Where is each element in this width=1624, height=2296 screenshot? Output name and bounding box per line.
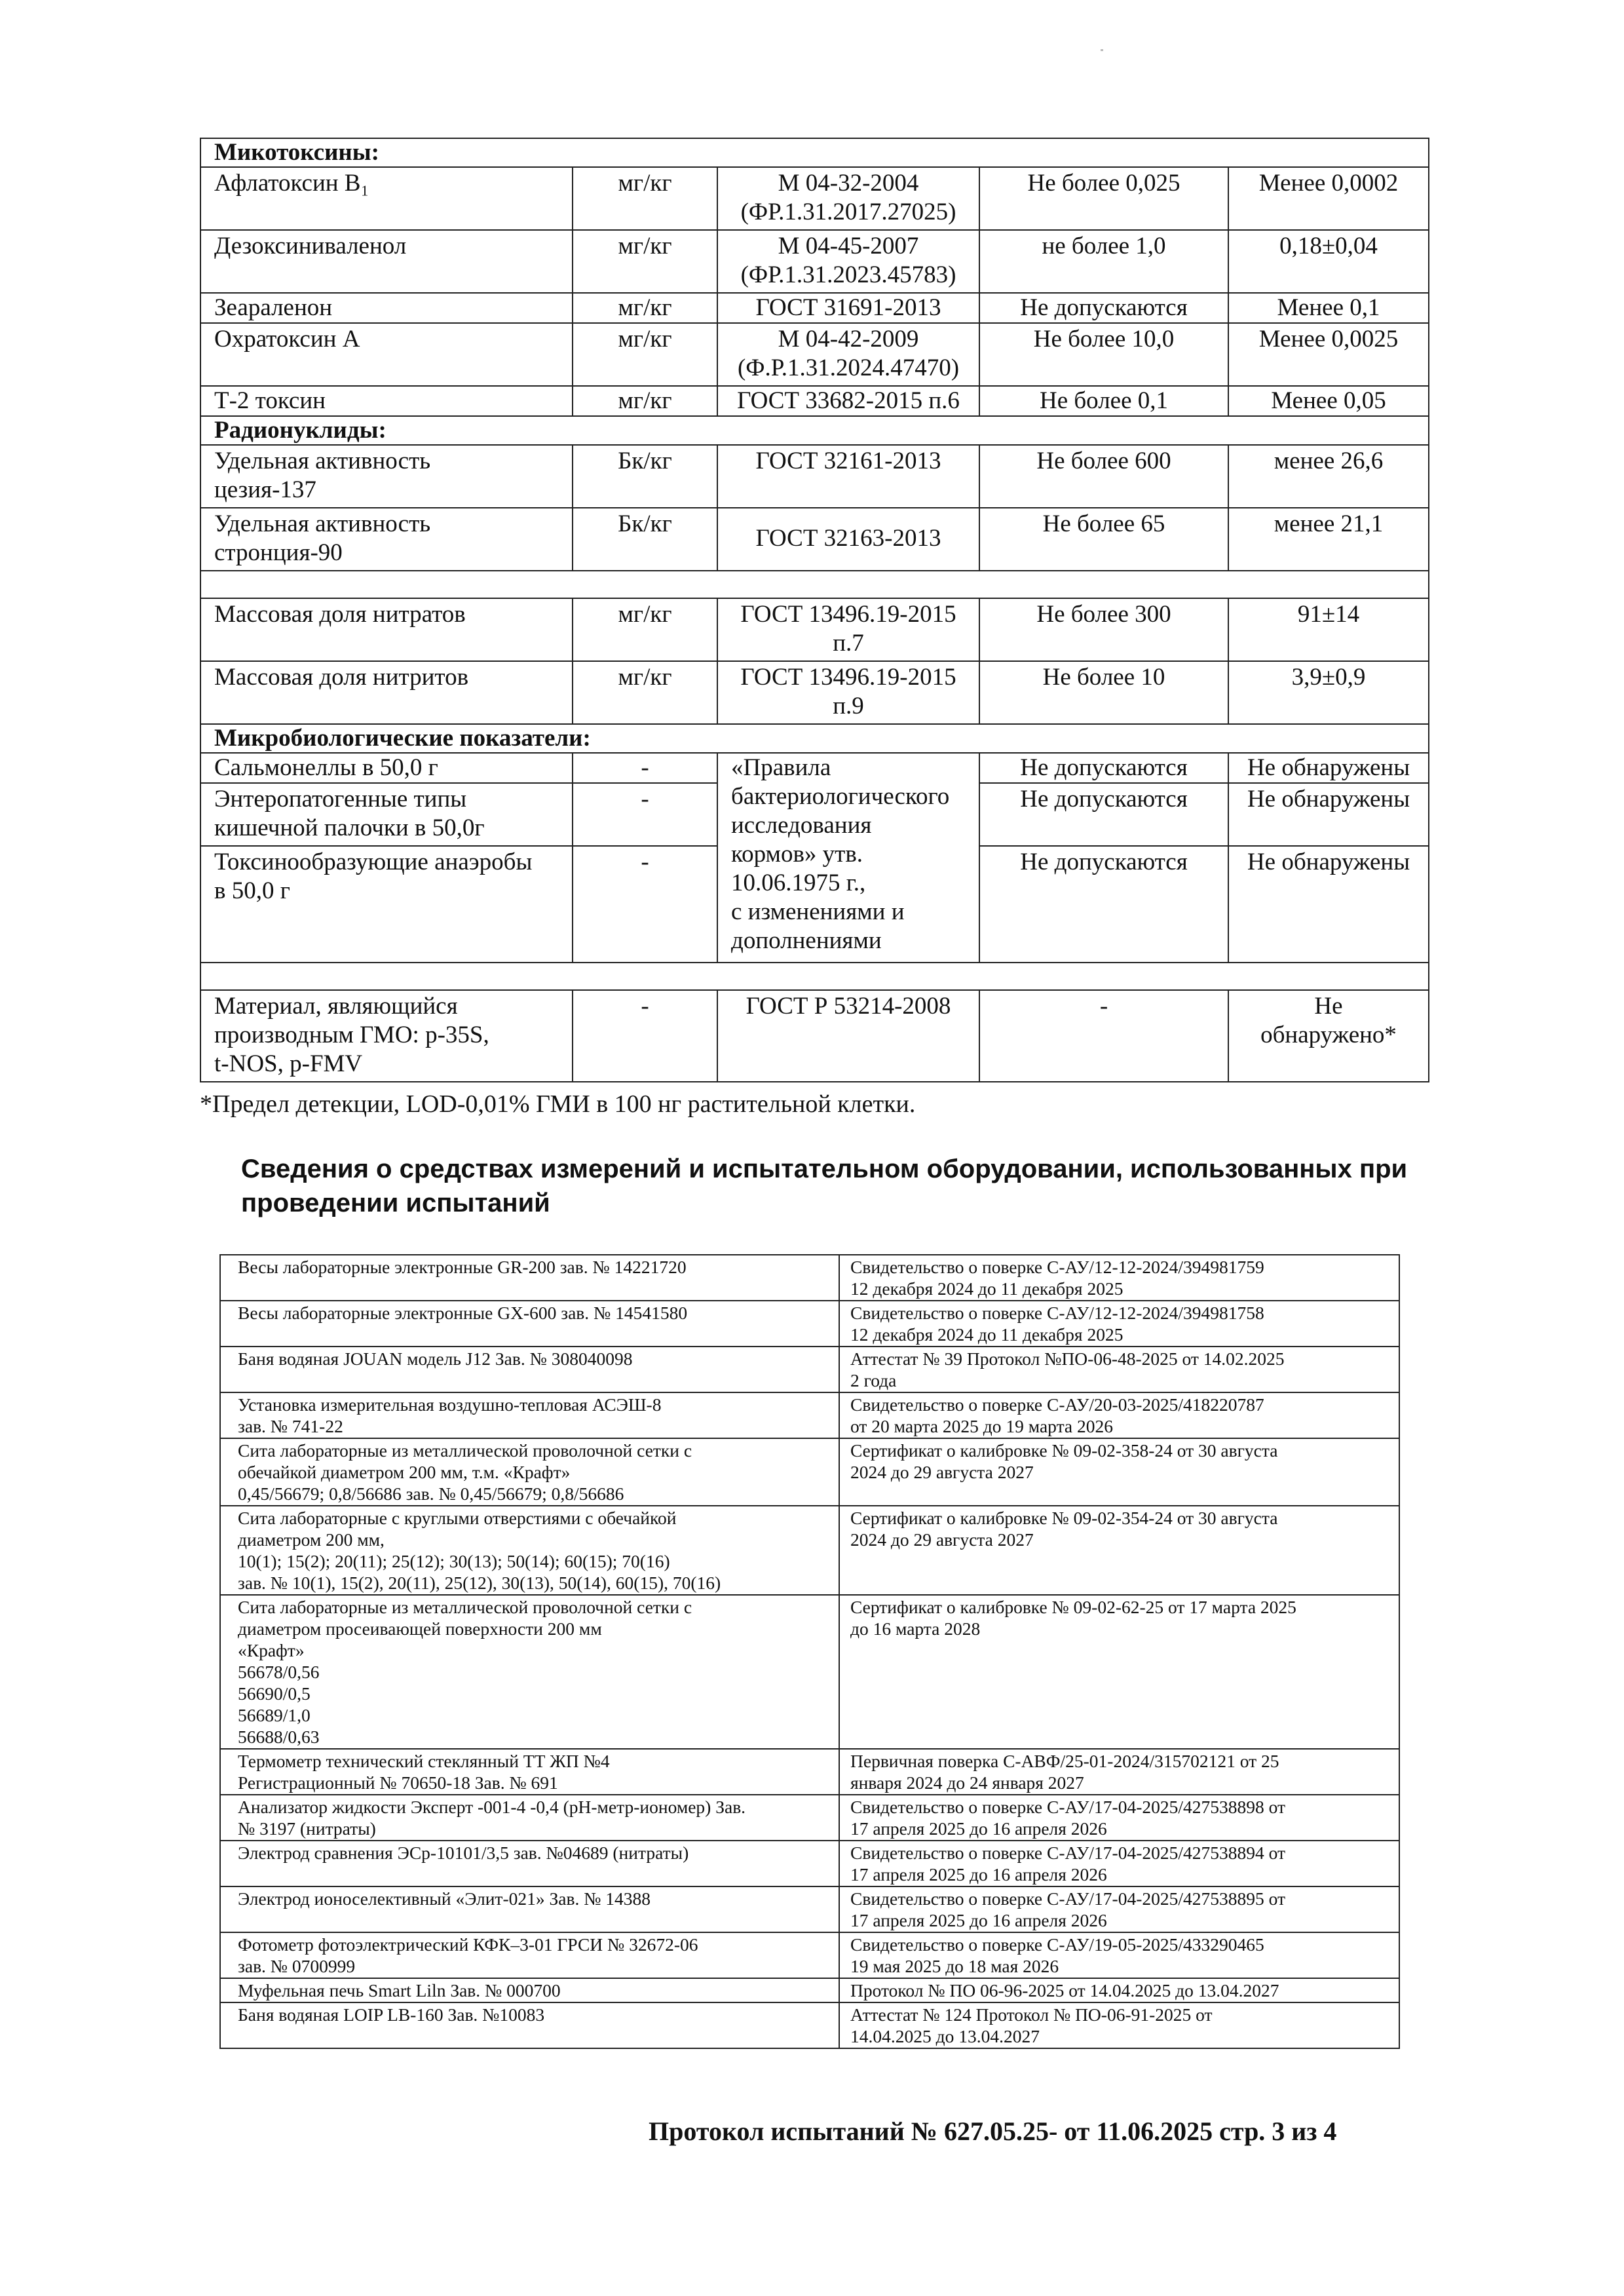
result: 3,9±0,9 xyxy=(1228,661,1429,724)
unit: - xyxy=(573,990,717,1082)
indicator-name: Афлатоксин В₁ xyxy=(200,167,573,230)
equipment-item: Установка измерительная воздушно-тепловая АСЭШ-8 зав. № 741-22 xyxy=(220,1392,839,1438)
method: «Правила бактериологического исследования кормов» утв. 10.06.1975 г., с изменениями и дополнениями xyxy=(717,753,979,963)
equipment-certificate: Свидетельство о поверке С-АУ/19-05-2025/433290465 19 мая 2025 до 18 мая 2026 xyxy=(839,1932,1399,1978)
table-row xyxy=(220,2002,1399,2048)
table-row xyxy=(220,1438,1399,1506)
equipment-item: Фотометр фотоэлектрический КФК–3-01 ГРСИ № 32672-06 зав. № 0700999 xyxy=(220,1932,839,1978)
unit: - xyxy=(573,753,717,783)
table-row xyxy=(200,230,1429,293)
table-row xyxy=(220,1978,1399,2002)
unit: мг/кг xyxy=(573,323,717,386)
method: ГОСТ Р 53214-2008 xyxy=(717,990,979,1082)
table-row xyxy=(200,293,1429,323)
method: М 04-45-2007 (ФР.1.31.2023.45783) xyxy=(717,230,979,293)
table-row xyxy=(220,1506,1399,1595)
section-header-microbiological: Микробиологические показатели: xyxy=(200,724,1429,753)
equipment-certificate: Сертификат о калибровке № 09-02-354-24 от 30 августа 2024 до 29 августа 2027 xyxy=(839,1506,1399,1595)
norm: Не допускаются xyxy=(979,753,1228,783)
equipment-item: Электрод сравнения ЭСр-10101/3,5 зав. №04689 (нитраты) xyxy=(220,1841,839,1886)
result: менее 26,6 xyxy=(1228,445,1429,508)
table-row xyxy=(220,1749,1399,1795)
method: М 04-42-2009 (Ф.Р.1.31.2024.47470) xyxy=(717,323,979,386)
table-row xyxy=(200,661,1429,724)
section-header-radionuclides: Радионуклиды: xyxy=(200,416,1429,445)
table-row xyxy=(220,1255,1399,1301)
table-row xyxy=(200,598,1429,661)
norm: Не допускаются xyxy=(979,846,1228,963)
equipment-certificate: Сертификат о калибровке № 09-02-358-24 от 30 августа 2024 до 29 августа 2027 xyxy=(839,1438,1399,1506)
section-header-mycotoxins: Микотоксины: xyxy=(200,138,1429,167)
method: М 04-32-2004 (ФР.1.31.2017.27025) xyxy=(717,167,979,230)
result: Не обнаружено* xyxy=(1228,990,1429,1082)
equipment-item: Сита лабораторные из металлической проволочной сетки с обечайкой диаметром 200 мм, т.м. «Крафт» 0,45/56679; 0,8/56686 зав. № 0,45/56679; 0,8/56686 xyxy=(220,1438,839,1506)
method: ГОСТ 13496.19-2015 п.7 xyxy=(717,598,979,661)
indicator-name: Энтеропатогенные типы кишечной палочки в 50,0г xyxy=(200,783,573,846)
indicator-name: Охратоксин А xyxy=(200,323,573,386)
unit: мг/кг xyxy=(573,167,717,230)
method: ГОСТ 13496.19-2015 п.9 xyxy=(717,661,979,724)
result: Не обнаружены xyxy=(1228,753,1429,783)
equipment-certificate: Свидетельство о поверке С-АУ/17-04-2025/427538898 от 17 апреля 2025 до 16 апреля 2026 xyxy=(839,1795,1399,1841)
equipment-heading: Сведения о средствах измерений и испытательном оборудовании, использованных при проведении испытаний xyxy=(241,1155,1408,1217)
equipment-certificate: Свидетельство о поверке С-АУ/17-04-2025/427538894 от 17 апреля 2025 до 16 апреля 2026 xyxy=(839,1841,1399,1886)
table-row xyxy=(220,1932,1399,1978)
indicator-name: Удельная активность стронция-90 xyxy=(200,508,573,571)
unit: - xyxy=(573,846,717,963)
table-row xyxy=(200,508,1429,571)
indicator-name: Материал, являющийся производным ГМО: p-35S, t-NOS, p-FMV xyxy=(200,990,573,1082)
equipment-item: Электрод ионоселективный «Элит-021» Зав. № 14388 xyxy=(220,1886,839,1932)
unit: мг/кг xyxy=(573,661,717,724)
footnote: *Предел детекции, LOD-0,01% ГМИ в 100 нг растительной клетки. xyxy=(200,1090,916,1118)
table-row xyxy=(200,990,1429,1082)
table-row xyxy=(220,1347,1399,1392)
scan-artifact xyxy=(1101,49,1103,51)
unit: - xyxy=(573,783,717,846)
norm: Не более 65 xyxy=(979,508,1228,571)
indicator-name: Массовая доля нитратов xyxy=(200,598,573,661)
norm: Не допускаются xyxy=(979,293,1228,323)
table-row xyxy=(220,1886,1399,1932)
equipment-certificate: Свидетельство о поверке С-АУ/17-04-2025/427538895 от 17 апреля 2025 до 16 апреля 2026 xyxy=(839,1886,1399,1932)
table-row xyxy=(220,1595,1399,1749)
equipment-item: Сита лабораторные из металлической проволочной сетки с диаметром просеивающей поверхности 200 мм «Крафт» 56678/0,56 56690/0,5 56689/1,0 56688/0,63 xyxy=(220,1595,839,1749)
equipment-table xyxy=(219,1254,1400,2049)
equipment-item: Анализатор жидкости Эксперт -001-4 -0,4 (рН-метр-иономер) Зав. № 3197 (нитраты) xyxy=(220,1795,839,1841)
equipment-certificate: Первичная поверка С-АВФ/25-01-2024/315702121 от 25 января 2024 до 24 января 2027 xyxy=(839,1749,1399,1795)
table-row xyxy=(200,386,1429,416)
unit: Бк/кг xyxy=(573,445,717,508)
method: ГОСТ 32161-2013 xyxy=(717,445,979,508)
table-row xyxy=(200,753,1429,783)
equipment-certificate: Свидетельство о поверке С-АУ/12-12-2024/394981758 12 декабря 2024 до 11 декабря 2025 xyxy=(839,1301,1399,1347)
indicator-name: Зеараленон xyxy=(200,293,573,323)
table-row xyxy=(200,167,1429,230)
page-footer: Протокол испытаний № 627.05.25- от 11.06.2025 стр. 3 из 4 xyxy=(649,2116,1337,2146)
norm: Не более 300 xyxy=(979,598,1228,661)
result: Менее 0,1 xyxy=(1228,293,1429,323)
equipment-item: Термометр технический стеклянный ТТ ЖП №4 Регистрационный № 70650-18 Зав. № 691 xyxy=(220,1749,839,1795)
result: Менее 0,0025 xyxy=(1228,323,1429,386)
equipment-item: Баня водяная LOIP LB-160 Зав. №10083 xyxy=(220,2002,839,2048)
unit: мг/кг xyxy=(573,230,717,293)
equipment-certificate: Сертификат о калибровке № 09-02-62-25 от 17 марта 2025 до 16 марта 2028 xyxy=(839,1595,1399,1749)
unit: мг/кг xyxy=(573,293,717,323)
equipment-item: Сита лабораторные с круглыми отверстиями с обечайкой диаметром 200 мм, 10(1); 15(2); 20(11); 25(12); 30(13); 50(14); 60(15); 70(16) зав. № 10(1), 15(2), 20(11), 25(12), 30(13), 50(14), 60(15), 70(16) xyxy=(220,1506,839,1595)
result: Менее 0,0002 xyxy=(1228,167,1429,230)
equipment-item: Муфельная печь Smart Liln Зав. № 000700 xyxy=(220,1978,839,2002)
equipment-certificate: Протокол № ПО 06-96-2025 от 14.04.2025 до 13.04.2027 xyxy=(839,1978,1399,2002)
method: ГОСТ 33682-2015 п.6 xyxy=(717,386,979,416)
equipment-certificate: Аттестат № 39 Протокол №ПО-06-48-2025 от 14.02.2025 2 года xyxy=(839,1347,1399,1392)
norm: Не более 10 xyxy=(979,661,1228,724)
method: ГОСТ 32163-2013 xyxy=(717,508,979,571)
equipment-certificate: Свидетельство о поверке С-АУ/12-12-2024/394981759 12 декабря 2024 до 11 декабря 2025 xyxy=(839,1255,1399,1301)
method: ГОСТ 31691-2013 xyxy=(717,293,979,323)
indicator-name: Дезоксиниваленол xyxy=(200,230,573,293)
unit: мг/кг xyxy=(573,598,717,661)
table-row xyxy=(200,445,1429,508)
result: 0,18±0,04 xyxy=(1228,230,1429,293)
table-row xyxy=(220,1392,1399,1438)
result: Не обнаружены xyxy=(1228,783,1429,846)
norm: Не более 600 xyxy=(979,445,1228,508)
unit: мг/кг xyxy=(573,386,717,416)
table-row xyxy=(200,323,1429,386)
unit: Бк/кг xyxy=(573,508,717,571)
result: Менее 0,05 xyxy=(1228,386,1429,416)
empty-row xyxy=(200,571,1429,598)
indicator-name: Сальмонеллы в 50,0 г xyxy=(200,753,573,783)
norm: - xyxy=(979,990,1228,1082)
indicator-name: Удельная активность цезия-137 xyxy=(200,445,573,508)
equipment-item: Баня водяная JOUAN модель J12 Зав. № 308040098 xyxy=(220,1347,839,1392)
table-row xyxy=(220,1301,1399,1347)
norm: Не более 0,1 xyxy=(979,386,1228,416)
indicator-name: Массовая доля нитритов xyxy=(200,661,573,724)
norm: Не более 10,0 xyxy=(979,323,1228,386)
indicator-name: Т-2 токсин xyxy=(200,386,573,416)
equipment-certificate: Свидетельство о поверке С-АУ/20-03-2025/418220787 от 20 марта 2025 до 19 марта 2026 xyxy=(839,1392,1399,1438)
equipment-certificate: Аттестат № 124 Протокол № ПО-06-91-2025 от 14.04.2025 до 13.04.2027 xyxy=(839,2002,1399,2048)
results-table xyxy=(200,138,1429,1082)
result: Не обнаружены xyxy=(1228,846,1429,963)
empty-row xyxy=(200,963,1429,990)
result: 91±14 xyxy=(1228,598,1429,661)
equipment-item: Весы лабораторные электронные GX-600 зав. № 14541580 xyxy=(220,1301,839,1347)
result: менее 21,1 xyxy=(1228,508,1429,571)
norm: Не более 0,025 xyxy=(979,167,1228,230)
equipment-item: Весы лабораторные электронные GR-200 зав. № 14221720 xyxy=(220,1255,839,1301)
table-row xyxy=(220,1841,1399,1886)
norm: Не допускаются xyxy=(979,783,1228,846)
table-row xyxy=(220,1795,1399,1841)
indicator-name: Токсинообразующие анаэробы в 50,0 г xyxy=(200,846,573,963)
norm: не более 1,0 xyxy=(979,230,1228,293)
